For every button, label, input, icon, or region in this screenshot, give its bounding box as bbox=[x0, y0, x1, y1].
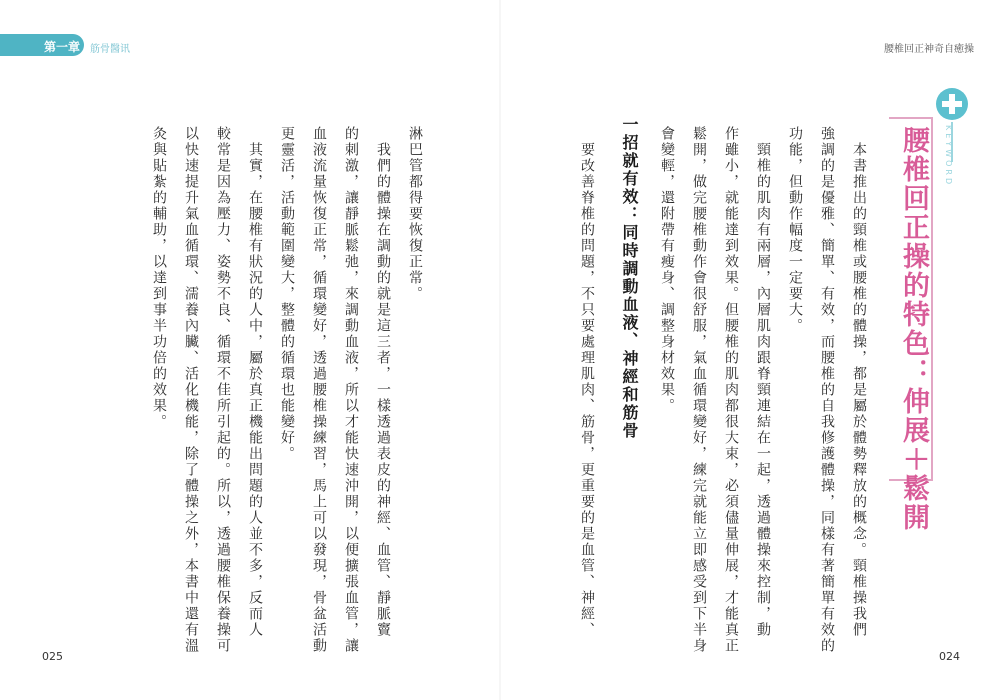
page-number-left: 025 bbox=[42, 650, 63, 663]
chapter-label: 第一章 bbox=[44, 40, 81, 54]
body-column: 會變輕，還附帶有瘦身、調整身材效果。 bbox=[659, 126, 675, 414]
keyword-label: KEYWORD bbox=[944, 125, 953, 188]
body-column: 血液流量恢復正常，循環變好，透過腰椎操練習，馬上可以發現，骨盆活動 bbox=[311, 126, 327, 654]
body-column: 作雖小，就能達到效果。但腰椎的肌肉都很大束，必須儘量伸展，才能真正 bbox=[723, 126, 739, 654]
body-column: 淋巴管都得要恢復正常。 bbox=[407, 126, 423, 302]
body-column: 功能，但動作幅度一定要大。 bbox=[787, 126, 803, 334]
body-column: 的刺激，讓靜脈鬆弛，來調動血液，所以才能快速沖開，以便擴張血管，讓 bbox=[343, 126, 359, 654]
body-column: 頸椎的肌肉有兩層，內層肌肉跟脊頸連結在一起，透過體操來控制，動 bbox=[755, 126, 771, 638]
running-header: 腰椎回正神奇自癒操 bbox=[884, 44, 974, 55]
body-column: 本書推出的頸椎或腰椎的體操，都是屬於體勢釋放的概念。頸椎操我們 bbox=[851, 126, 867, 638]
spread-fold bbox=[499, 0, 501, 700]
body-column: 鬆開，做完腰椎動作會很舒服，氣血循環變好，練完就能立即感受到下半身 bbox=[691, 126, 707, 654]
chapter-subtitle: 筋骨醫讯 bbox=[90, 44, 130, 55]
body-column: 更靈活，活動範圍變大，整體的循環也能變好。 bbox=[279, 126, 295, 462]
body-column: 強調的是優雅、簡單、有效，而腰椎的自我修護體操，同樣有著簡單有效的 bbox=[819, 126, 835, 654]
subheading: 一招就有效：同時調動血液、神經和筋骨 bbox=[620, 116, 639, 440]
page-number-right: 024 bbox=[939, 650, 960, 663]
section-title: 腰椎回正操的特色：伸展＋鬆開 bbox=[898, 126, 929, 532]
body-column: 以快速提升氣血循環、濡養內臟、活化機能，除了體操之外，本書中還有溫 bbox=[183, 126, 199, 654]
body-column: 其實，在腰椎有狀況的人中，屬於真正機能出問題的人並不多，反而人 bbox=[247, 126, 263, 638]
body-column: 要改善脊椎的問題，不只要處理肌肉、筋骨，更重要的是血管、神經、 bbox=[579, 126, 595, 638]
plus-icon-vertical bbox=[949, 94, 955, 114]
body-column: 我們的體操在調動的就是這三者，一樣透過表皮的神經、血管、靜脈竇 bbox=[375, 126, 391, 638]
body-column: 灸與貼紮的輔助，以達到事半功倍的效果。 bbox=[151, 126, 167, 430]
body-column: 較常是因為壓力、姿勢不良、循環不佳所引起的。所以，透過腰椎保養操可 bbox=[215, 126, 231, 654]
